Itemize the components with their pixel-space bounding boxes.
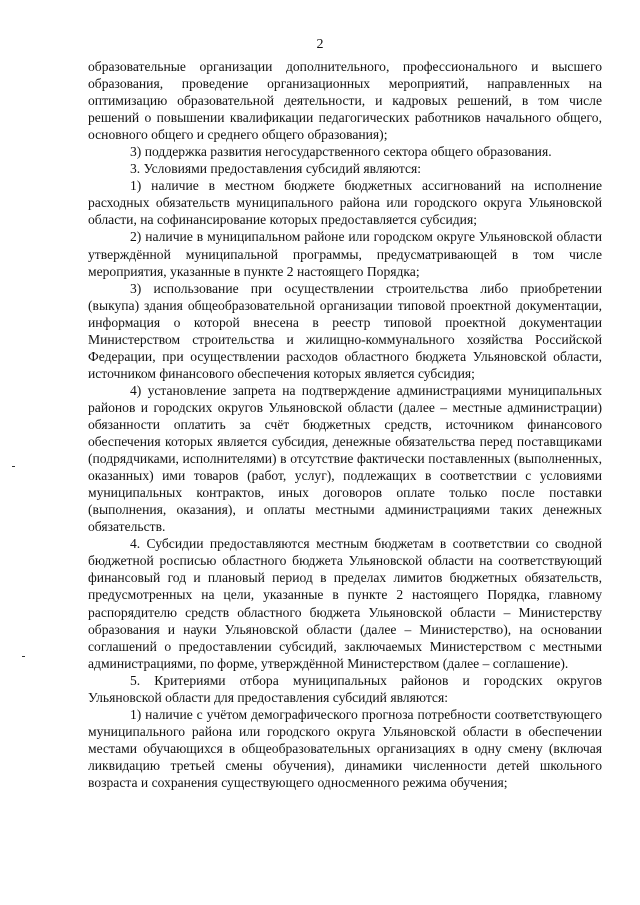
- paragraph-condition-2: 2) наличие в муниципальном районе или городском округе Ульяновской области утверждённой муниципальной программы, предусматривающей в том числе мероприятия, указанные в пункте 2 настоящего Порядка;: [88, 229, 602, 279]
- paragraph-criterion-1: 1) наличие с учётом демографического прогноза потребности соответствующего муниципального района или городского округа Ульяновской области в обеспечении местами обучающихся в общеобразовательных организациях в одну смену (включая ликвидацию третьей смены обучения), динамики численности детей школьного возраста и сохранения существующего односменного режима обучения;: [88, 706, 602, 790]
- page-number: 2: [316, 37, 324, 52]
- paragraph-item-3-support: 3) поддержка развития негосударственного сектора общего образования.: [130, 144, 552, 160]
- paragraph-continuation: образовательные организации дополнительного, профессионального и высшего образования, проведение организационных мероприятий, направленных на оптимизацию образовательной деятельности, и кадровых решений, в том числе решений о повышении квалификации педагогических работников начального общего, основного общего и среднего общего образования);: [88, 59, 602, 143]
- scan-speck: [12, 466, 15, 467]
- paragraph-condition-3: 3) использование при осуществлении строительства либо приобретении (выкупа) здания общеобразовательной организации типовой проектной документации, информация о которой внесена в реестр типовой проектной документации Министерством строительства и жилищно-коммунального хозяйства Российской Федерации, при осуществлении расходов областного бюджета Ульяновской области, источником финансового обеспечения которых является субсидия;: [88, 280, 602, 381]
- paragraph-section-3: 3. Условиями предоставления субсидий являются:: [130, 161, 422, 177]
- document-body: [88, 58, 602, 791]
- paragraph-condition-1: 1) наличие в местном бюджете бюджетных ассигнований на исполнение расходных обязательств муниципального района или городского округа Ульяновской области, на софинансирование которых предоставляется субсидия;: [88, 178, 602, 228]
- paragraph-section-5: 5. Критериями отбора муниципальных районов и городских округов Ульяновской области для предоставления субсидий являются:: [88, 672, 602, 705]
- paragraph-section-4: 4. Субсидии предоставляются местным бюджетам в соответствии со сводной бюджетной росписью областного бюджета Ульяновской области на соответствующий финансовый год и плановый период в пределах лимитов бюджетных обязательств, предусмотренных на цели, указанные в пункте 2 настоящего Порядка, главному распорядителю средств областного бюджета Ульяновской области – Министерству образования и науки Ульяновской области (далее – Министерство), на основании соглашений о предоставлении субсидий, заключаемых Министерством с местными администрациями, по форме, утверждённой Министерством (далее – соглашение).: [88, 536, 602, 671]
- paragraph-condition-4: 4) установление запрета на подтверждение администрациями муниципальных районов и городских округов Ульяновской области (далее – местные администрации) обязанности оплатить за счёт бюджетных средств, источником финансового обеспечения которых является субсидия, денежные обязательства перед поставщиками (подрядчиками, исполнителями) в отсутствие фактически поставленных (выполненных, оказанных) ими товаров (работ, услуг), подлежащих в соответствии с условиями муниципальных контрактов, иных договоров оплате только после поставки (выполнения, оказания), и оплаты местными администрациями таких денежных обязательств.: [88, 382, 602, 535]
- scan-speck: [22, 656, 25, 657]
